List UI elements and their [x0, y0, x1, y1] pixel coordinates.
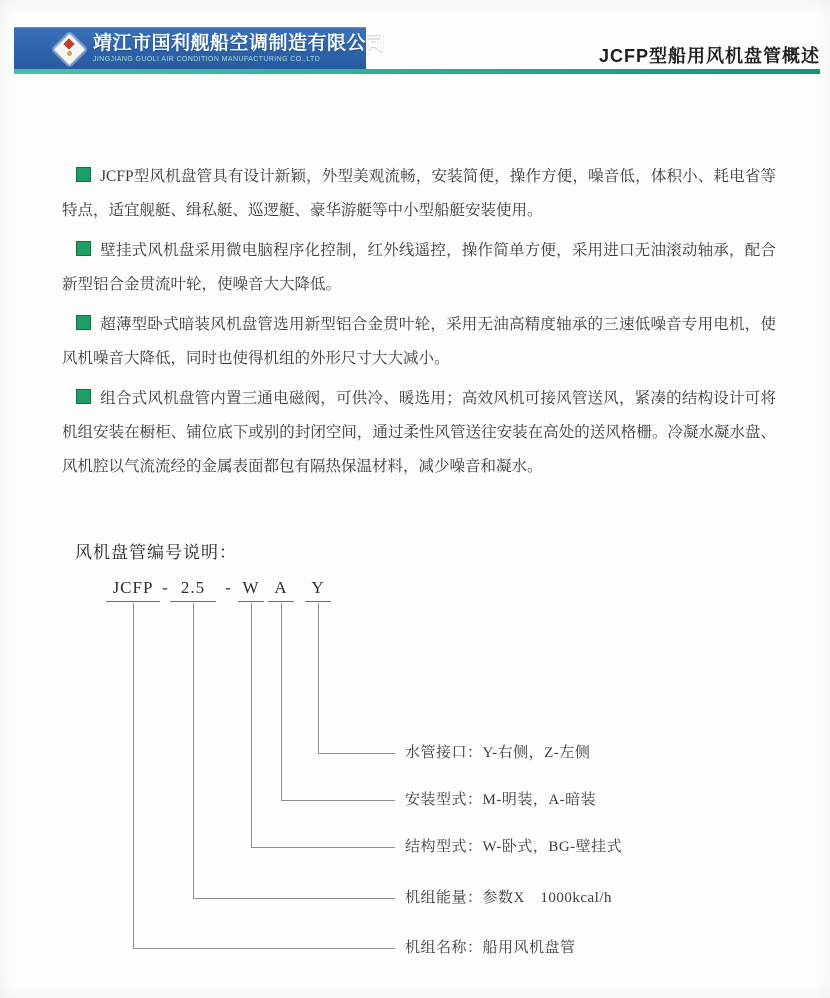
- bullet-square-icon: [76, 167, 91, 182]
- company-name-en: JINGJIANG GUOLI AIR CONDITION MANUFACTURING CO.,LTD: [93, 56, 321, 64]
- connector-line-horizontal: [193, 898, 395, 899]
- connector-line-horizontal: [133, 948, 395, 949]
- company-name-block: [93, 34, 386, 63]
- connector-line-horizontal: [318, 753, 395, 754]
- code-label: 水管接口：Y-右侧，Z-左侧: [405, 745, 591, 761]
- company-banner: [14, 27, 386, 70]
- model-code-segment: A: [268, 578, 294, 602]
- code-label: 安装型式：M-明装，A-暗装: [405, 792, 597, 808]
- paragraph-text: JCFP型风机盘管具有设计新颖，外型美观流畅，安装简便，操作方便，噪音低，体积小、耗电省等特点，适宜舰艇、缉私艇、巡逻艇、豪华游艇等中小型船艇安装使用。: [62, 168, 776, 219]
- connector-line-vertical: [133, 603, 134, 948]
- model-code-segment: JCFP: [106, 578, 160, 602]
- logo-gold-dot: [67, 51, 72, 56]
- intro-paragraph: [62, 382, 776, 484]
- connector-line-vertical: [193, 603, 194, 898]
- company-name-cn: 靖江市国利舰船空调制造有限公司: [93, 33, 386, 55]
- model-code-segment: Y: [305, 578, 331, 602]
- model-code-separator: -: [225, 578, 231, 597]
- connector-line-horizontal: [281, 800, 395, 801]
- bullet-square-icon: [76, 389, 91, 404]
- connector-line-horizontal: [251, 847, 395, 848]
- model-code-separator: -: [162, 578, 168, 597]
- section-heading: 风机盘管编号说明：: [75, 543, 237, 562]
- bullet-square-icon: [76, 315, 91, 330]
- paragraph-text: 壁挂式风机盘采用微电脑程序化控制，红外线遥控，操作简单方便，采用进口无油滚动轴承，配合新型铝合金贯流叶轮，使噪音大大降低。: [62, 242, 776, 293]
- connector-line-vertical: [251, 603, 252, 847]
- paragraph-text: 组合式风机盘管内置三通电磁阀，可供冷、暖选用；高效风机可接风管送风，紧凑的结构设计可将机组安装在橱柜、铺位底下或别的封闭空间，通过柔性风管送往安装在高处的送风格栅。冷凝水凝水盘、风机腔以气流流经的金属表面都包有隔热保温材料，减少噪音和凝水。: [62, 390, 776, 475]
- intro-paragraph: [62, 308, 776, 376]
- company-logo-icon: [54, 34, 84, 64]
- header-accent-rule: [14, 69, 820, 74]
- connector-line-vertical: [281, 603, 282, 800]
- intro-section: [62, 160, 776, 490]
- model-code-segment: 2.5: [170, 578, 216, 602]
- intro-paragraph: [62, 160, 776, 228]
- code-label: 机组名称：船用风机盘管: [405, 940, 576, 956]
- paragraph-text: 超薄型卧式暗装风机盘管选用新型铝合金贯叶轮，采用无油高精度轴承的三速低噪音专用电机，使风机噪音大降低，同时也使得机组的外形尺寸大大减小。: [62, 316, 776, 367]
- model-code-segment: W: [238, 578, 264, 602]
- intro-paragraph: [62, 234, 776, 302]
- page-title: JCFP型船用风机盘管概述: [598, 46, 820, 66]
- bullet-square-icon: [76, 241, 91, 256]
- code-label: 机组能量：参数X 1000kcal/h: [405, 890, 612, 906]
- code-label: 结构型式：W-卧式，BG-壁挂式: [405, 839, 623, 855]
- connector-line-vertical: [318, 603, 319, 753]
